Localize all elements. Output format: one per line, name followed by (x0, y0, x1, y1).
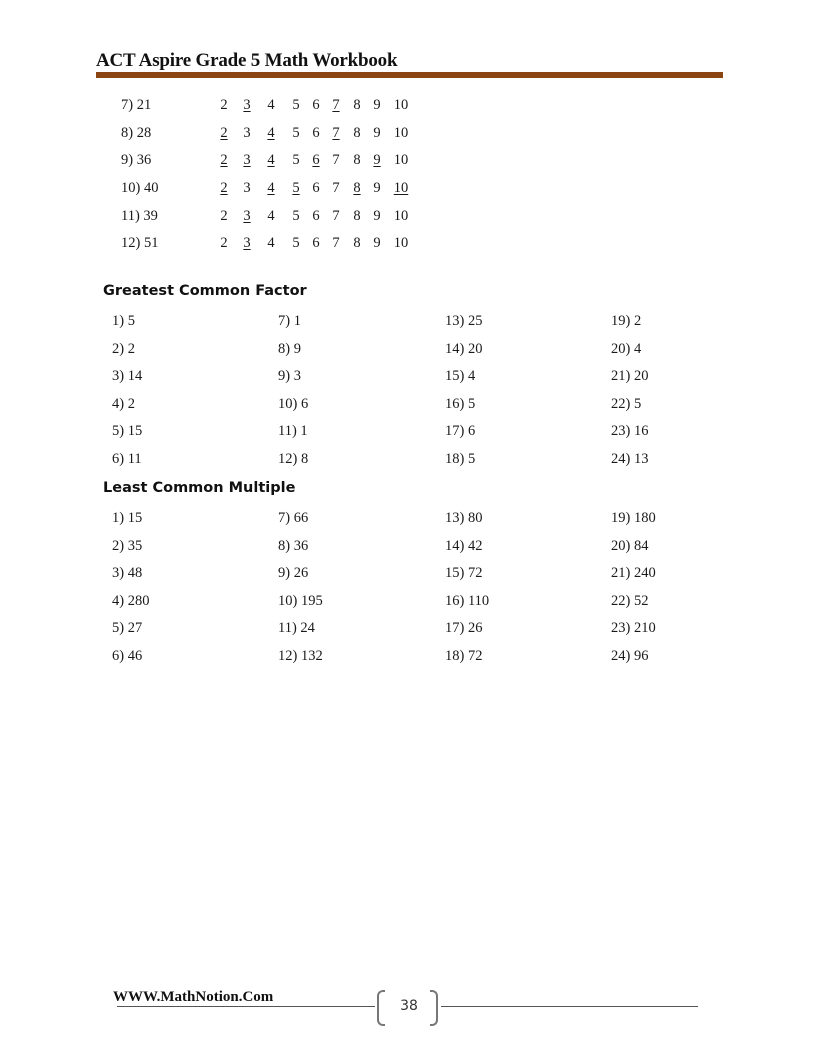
divisor: 4 (267, 208, 275, 224)
divisor: 10 (393, 235, 409, 251)
answer-item: 10) 195 (278, 592, 323, 609)
divisor: 8 (353, 152, 361, 168)
answer-item: 4) 2 (112, 395, 135, 412)
answer-item: 15) 72 (445, 565, 483, 582)
divisor-underlined: 4 (267, 152, 275, 168)
answer-item: 23) 210 (611, 620, 656, 637)
answer-item: 18) 5 (445, 451, 476, 467)
answer-item: 16) 5 (445, 395, 476, 412)
divisor-underlined: 3 (243, 235, 251, 251)
divisor: 10 (393, 152, 409, 168)
divisor: 8 (353, 125, 361, 141)
answer-item: 5) 15 (112, 423, 143, 440)
answer-item: 8) 9 (278, 340, 301, 357)
answer-item: 22) 52 (611, 592, 649, 609)
answer-item: 1) 5 (112, 313, 135, 329)
divisor: 2 (220, 97, 228, 113)
divisor: 9 (373, 235, 381, 251)
divisor: 10 (393, 125, 409, 141)
divisor: 3 (243, 180, 251, 196)
answer-item: 11) 1 (278, 423, 308, 440)
divisibility-row-label: 7) 21 (121, 97, 152, 113)
divisor: 5 (292, 208, 300, 224)
divisor-underlined: 3 (243, 208, 251, 224)
divisor: 8 (353, 235, 361, 251)
header-rule (96, 72, 723, 78)
divisibility-row-label: 8) 28 (121, 125, 152, 141)
divisor: 3 (243, 125, 251, 141)
answer-item: 7) 66 (278, 510, 309, 526)
divisor-underlined: 6 (312, 152, 320, 168)
divisor-underlined: 3 (243, 152, 251, 168)
divisor-underlined: 4 (267, 125, 275, 141)
answer-item: 4) 280 (112, 592, 150, 609)
divisibility-row (0, 208, 816, 230)
divisor: 5 (292, 235, 300, 251)
divisor: 9 (373, 180, 381, 196)
divisor-underlined: 2 (220, 125, 228, 141)
divisor-underlined: 2 (220, 152, 228, 168)
divisor: 6 (312, 235, 320, 251)
divisor: 6 (312, 97, 320, 113)
divisor-underlined: 9 (373, 152, 381, 168)
divisor-underlined: 4 (267, 180, 275, 196)
answer-item: 19) 2 (611, 313, 642, 329)
page-number: 38 (400, 998, 418, 1014)
lcm-heading: Least Common Multiple (103, 480, 296, 496)
divisor: 2 (220, 208, 228, 224)
answer-item: 8) 36 (278, 537, 309, 554)
answer-item: 5) 27 (112, 620, 143, 637)
divisor: 7 (332, 235, 340, 251)
divisibility-row (0, 152, 816, 174)
answer-item: 21) 20 (611, 368, 649, 385)
answer-item: 22) 5 (611, 395, 642, 412)
answer-item: 10) 6 (278, 395, 309, 412)
divisor: 4 (267, 235, 275, 251)
answer-item: 7) 1 (278, 313, 301, 329)
answer-item: 14) 42 (445, 537, 483, 554)
divisor: 2 (220, 235, 228, 251)
divisibility-row-label: 12) 51 (121, 235, 159, 251)
answer-item: 12) 132 (278, 648, 323, 664)
divisibility-row (0, 97, 816, 119)
divisor-underlined: 8 (353, 180, 361, 196)
answer-item: 6) 11 (112, 451, 142, 467)
answer-item: 13) 25 (445, 313, 483, 329)
answer-item: 24) 96 (611, 648, 649, 664)
divisor: 8 (353, 97, 361, 113)
answer-item: 23) 16 (611, 423, 649, 440)
answer-item: 24) 13 (611, 451, 649, 467)
divisor: 9 (373, 208, 381, 224)
answer-item: 21) 240 (611, 565, 656, 582)
divisor: 10 (393, 208, 409, 224)
answer-item: 9) 26 (278, 565, 309, 582)
gcf-heading: Greatest Common Factor (103, 283, 307, 299)
divisor: 6 (312, 208, 320, 224)
answer-item: 17) 26 (445, 620, 483, 637)
divisor: 5 (292, 152, 300, 168)
divisor-underlined: 3 (243, 97, 251, 113)
answer-item: 20) 4 (611, 340, 642, 357)
divisor: 10 (393, 97, 409, 113)
divisor: 6 (312, 125, 320, 141)
divisor-underlined: 5 (292, 180, 300, 196)
answer-item: 3) 48 (112, 565, 143, 582)
answer-item: 9) 3 (278, 368, 301, 385)
divisor: 4 (267, 97, 275, 113)
divisibility-row-label: 10) 40 (121, 180, 159, 196)
answer-item: 18) 72 (445, 648, 483, 664)
divisor-underlined: 10 (393, 180, 409, 196)
divisibility-row (0, 235, 816, 257)
answer-item: 14) 20 (445, 340, 483, 357)
divisor: 9 (373, 97, 381, 113)
divisibility-row (0, 125, 816, 147)
answer-item: 20) 84 (611, 537, 649, 554)
footer-line-left (117, 1006, 375, 1007)
answer-item: 17) 6 (445, 423, 476, 440)
footer-line-right (441, 1006, 698, 1007)
page-bracket-left (377, 990, 385, 1026)
answer-item: 15) 4 (445, 368, 476, 385)
answer-item: 12) 8 (278, 451, 309, 467)
divisor-underlined: 2 (220, 180, 228, 196)
answer-item: 16) 110 (445, 592, 490, 609)
answer-item: 2) 2 (112, 340, 135, 357)
divisor: 7 (332, 208, 340, 224)
divisor-underlined: 7 (332, 97, 340, 113)
divisor: 6 (312, 180, 320, 196)
divisor: 7 (332, 180, 340, 196)
answer-item: 2) 35 (112, 537, 143, 554)
divisibility-row-label: 9) 36 (121, 152, 152, 168)
answer-item: 3) 14 (112, 368, 143, 385)
divisor: 9 (373, 125, 381, 141)
divisor-underlined: 7 (332, 125, 340, 141)
header-title: ACT Aspire Grade 5 Math Workbook (96, 50, 398, 71)
divisor: 5 (292, 97, 300, 113)
divisibility-row (0, 180, 816, 202)
answer-item: 11) 24 (278, 620, 315, 637)
answer-item: 1) 15 (112, 510, 143, 526)
answer-item: 19) 180 (611, 510, 656, 526)
divisor: 5 (292, 125, 300, 141)
divisibility-row-label: 11) 39 (121, 208, 158, 224)
divisor: 8 (353, 208, 361, 224)
footer-website: WWW.MathNotion.Com (113, 989, 274, 1005)
answer-item: 6) 46 (112, 648, 143, 664)
answer-item: 13) 80 (445, 510, 483, 526)
divisor: 7 (332, 152, 340, 168)
page-bracket-right (430, 990, 438, 1026)
